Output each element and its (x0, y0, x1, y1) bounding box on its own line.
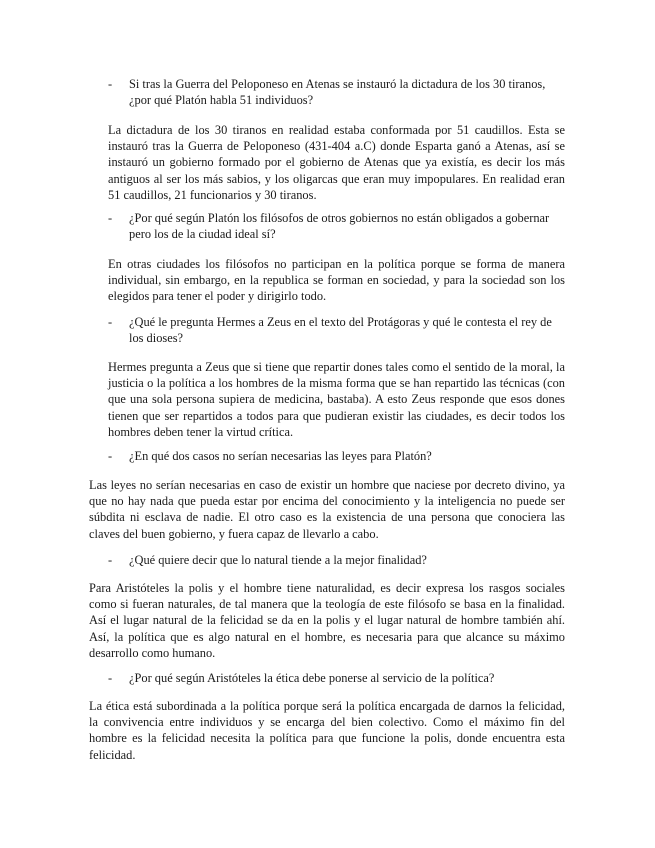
list-bullet: - (108, 315, 113, 329)
question-item (108, 448, 568, 464)
answer-paragraph: La ética está subordinada a la política porque será la política encargada de darnos la felicidad, la convivencia entre individuos y se encarga del bien colectivo. Como el máximo fin del hombre es la felicidad necesita la política para que funcione la polis, donde encuentra esta felicidad. (89, 699, 565, 762)
list-bullet: - (108, 211, 113, 225)
question-text: ¿Qué quiere decir que lo natural tiende a la mejor finalidad? (129, 553, 427, 567)
question-text: ¿En qué dos casos no serían necesarias las leyes para Platón? (129, 449, 432, 463)
list-bullet: - (108, 449, 113, 463)
list-bullet: - (108, 553, 113, 567)
question-item (108, 670, 568, 686)
answer-paragraph: La dictadura de los 30 tiranos en realidad estaba conformada por 51 caudillos. Esta se instauró tras la Guerra de Peloponeso (431-404 a.C) donde Esparta ganó a Atenas, así se instauró un gobierno formado por el gobierno de Atenas que ya existía, es decir los más antiguos al ser los más sabios, y los oligarcas que eran muy impopulares. En realidad eran 51 caudillos, 21 funcionarios y 30 tiranos. (108, 123, 565, 202)
answer-paragraph: Para Aristóteles la polis y el hombre tiene naturalidad, es decir expresa los rasgos sociales como si fueran naturales, de tal manera que la teología de este filósofo se basa en la finalidad. Así el lugar natural de la felicidad se da en la polis y el lugar natural de hombre también ahí. Así, la política que es algo natural en el hombre, es necesaria para que alcance su máximo desarrollo como humano. (89, 581, 565, 660)
question-item (108, 76, 568, 108)
answer-paragraph: En otras ciudades los filósofos no participan en la política porque se forma de manera individual, sin embargo, en la republica se forman en sociedad, y para la sociedad son los elegidos para tener el poder y dirigirlo todo. (108, 257, 565, 304)
list-bullet: - (108, 77, 113, 91)
answer-paragraph: Las leyes no serían necesarias en caso de existir un hombre que naciese por decreto divino, ya que no hay nada que pueda estar por encima del conocimiento y la inteligencia no puede ser súbdita ni esclava de nadie. El otro caso es la existencia de una persona que conociera las claves del buen gobierno, y fuera capaz de llevarlo a cabo. (89, 478, 565, 541)
list-bullet: - (108, 671, 113, 685)
question-text: ¿Por qué según Platón los filósofos de otros gobiernos no están obligados a gobernar pero los de la ciudad ideal sí? (129, 211, 550, 242)
answer-paragraph: Hermes pregunta a Zeus que si tiene que repartir dones tales como el sentido de la moral, la justicia o la política a los hombres de la misma forma que se han repartido las técnicas (con que una sola persona supiera de medicina, bastaba). A esto Zeus responde que esos dones tienen que ser repartidos a todos para que pudieran existir las ciudades, es decir todos los hombres deben tener la virtud crítica. (108, 360, 565, 439)
question-item (108, 210, 568, 242)
question-text: ¿Por qué según Aristóteles la ética debe ponerse al servicio de la política? (129, 671, 495, 685)
question-item (108, 552, 568, 568)
question-item (108, 314, 568, 346)
question-text: ¿Qué le pregunta Hermes a Zeus en el texto del Protágoras y qué le contesta el rey de los dioses? (129, 315, 552, 346)
question-text: Si tras la Guerra del Peloponeso en Atenas se instauró la dictadura de los 30 tiranos, ¿por qué Platón habla 51 individuos? (129, 77, 546, 108)
